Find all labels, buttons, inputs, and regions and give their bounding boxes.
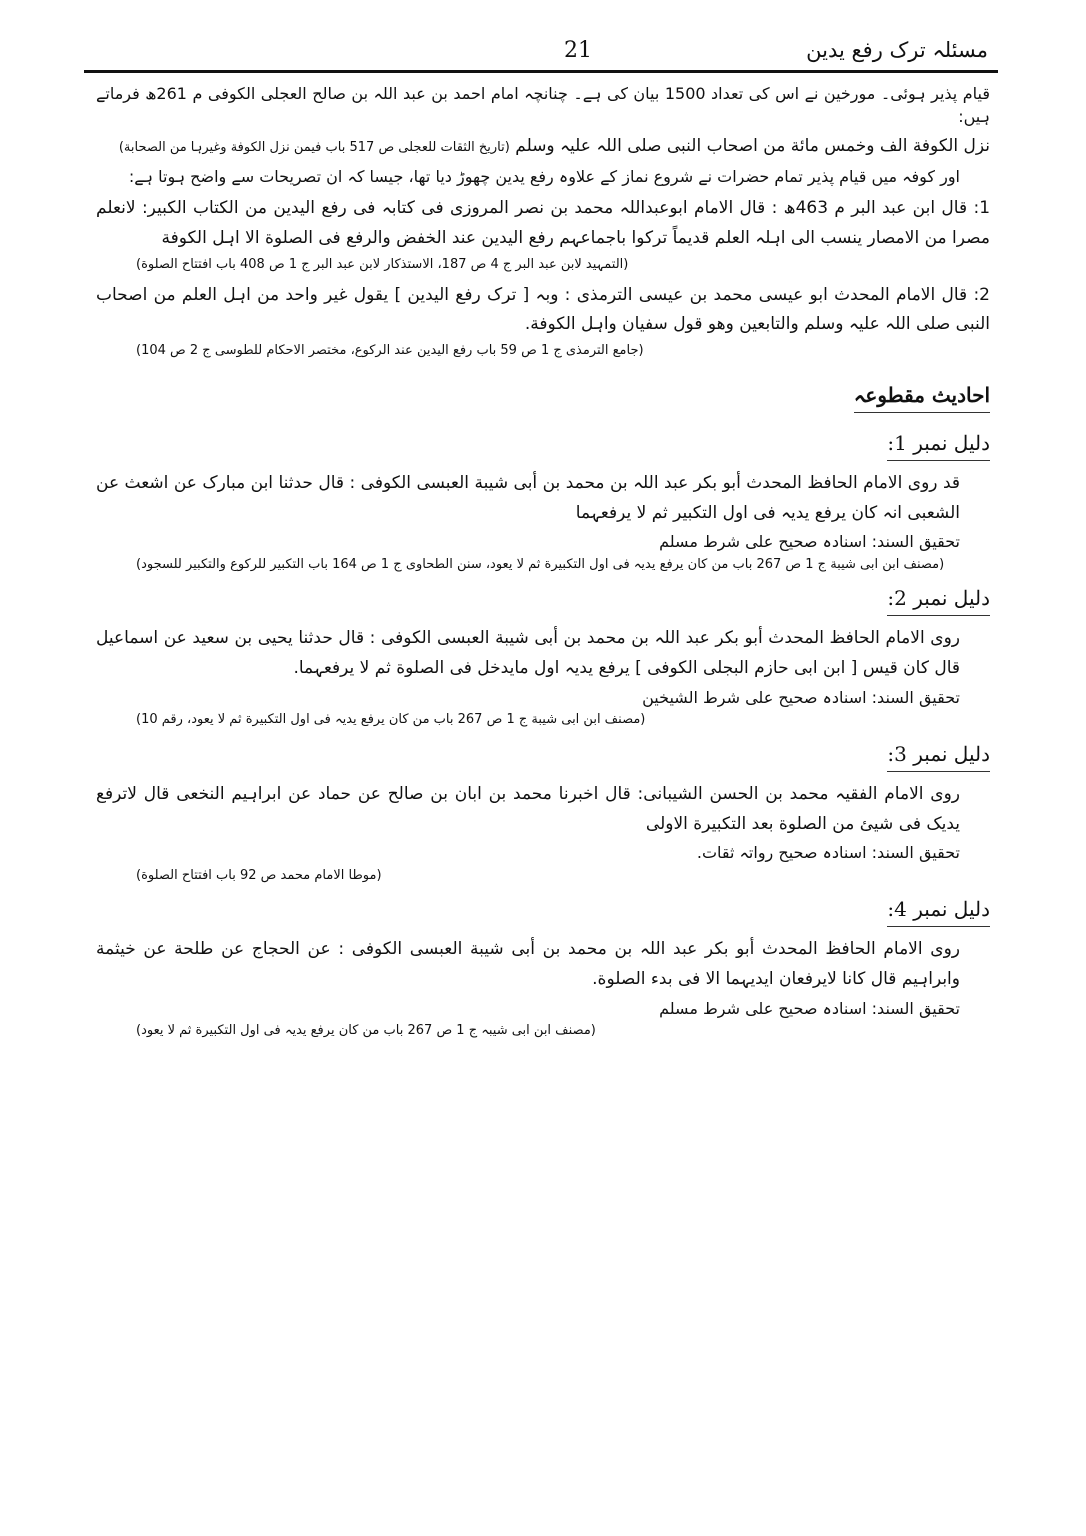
evidence-4-ref: (مصنف ابن ابی شیبہ ج 1 ص 267 باب من کان یرفع یدیہ فی اول التکبیرة ثم لا یعود) (136, 1023, 596, 1039)
intro-quote-text: نزل الکوفة الف وخمس مائة من اصحاب النبی صلی اللہ علیہ وسلم (515, 136, 990, 157)
intro-quote (96, 134, 990, 159)
evidence-4 (96, 885, 990, 1041)
evidence-4-text: روی الامام الحافظ المحدث أبو بکر عبد اللہ بن محمد بن أبی شیبة العبسی الکوفی : عن الحجاج عن طلحة عن خیثمة وابراہیم قال کانا لایرفعان ایدیہما الا فی بدء الصلوة. (96, 939, 960, 990)
evidence-4-heading: دلیل نمبر 4: (887, 895, 990, 927)
quote-1-text: 1: قال ابن عبد البر م 463ھ : قال الامام ابوعبداللہ محمد بن نصر المروزی فی کتابہ فی رفع الیدین من الکتاب الکبیر: لانعلم مصرا من الامصار ینسب الی اہلہ العلم قدیماً ترکوا باجماعہم رفع الیدین عند الخفض والرفع فی الصلوة الا اہل الکوفة (96, 198, 991, 248)
evidence-1 (96, 419, 990, 575)
evidence-4-verification: تحقیق السند: اسنادہ صحیح علی شرط مسلم (659, 998, 960, 1018)
quote-2-text: 2: قال الامام المحدث ابو عیسی محمد بن عیسی الترمذی : وبہ [ ترک رفع الیدین ] یقول غیر واحد من اہل العلم من اصحاب النبی صلی اللہ علیہ وسلم والتابعین وھو قول سفیان واہل الکوفة. (96, 284, 990, 335)
evidence-2-heading: دلیل نمبر 2: (887, 584, 990, 616)
evidence-2-text: روی الامام الحافظ المحدث أبو بکر عبد اللہ بن محمد بن أبی شیبة العبسی الکوفی : قال حدثنا یحیی بن سعید عن اسماعیل قال کان قیس [ ابن ابی حازم البجلی الکوفی ] یرفع یدیہ اول مایدخل فی الصلوة ثم لا یرفعہما. (96, 628, 960, 679)
quote-1 (96, 194, 990, 274)
evidence-3-text: روی الامام الفقیہ محمد بن الحسن الشیبانی: قال اخبرنا محمد بن ابان بن صالح عن حماد عن ابراہیم النخعی قال لاترفع یدیک فی شیئ من الصلوة بعد التکبیرة الاولی (96, 783, 960, 834)
evidence-3-heading: دلیل نمبر 3: (887, 740, 990, 772)
intro-line-1: قیام پذیر ہوئی۔ مورخین نے اس کی تعداد 1500 بیان کی ہے۔ چنانچہ امام احمد بن عبد اللہ بن صالح العجلی الکوفی م 261ھ فرماتے ہیں: (96, 84, 991, 127)
evidence-2 (96, 574, 990, 730)
intro-line-2: اور کوفہ میں قیام پذیر تمام حضرات نے شروع نماز کے علاوہ رفع یدین چھوڑ دیا تھا، جیسا کہ ان تصریحات سے واضح ہوتا ہے: (128, 167, 960, 187)
evidence-3 (96, 730, 990, 886)
page-header (84, 36, 998, 73)
evidence-2-verification: تحقیق السند: اسنادہ صحیح علی شرط الشیخین (642, 687, 960, 707)
evidence-3-verification: تحقیق السند: اسنادہ صحیح رواتہ ثقات. (696, 843, 960, 863)
section-heading: احادیث مقطوعہ (854, 381, 990, 413)
quote-2-ref: (جامع الترمذی ج 1 ص 59 باب رفع الیدین عند الرکوع، مختصر الاحکام للطوسی ج 2 ص 104) (136, 343, 644, 359)
evidence-1-heading: دلیل نمبر 1: (887, 429, 990, 461)
page-number: 21 (564, 38, 592, 63)
intro-quote-ref: (تاریخ الثقات للعجلی ص 517 باب فیمن نزل الکوفة وغیرہا من الصحابة) (118, 140, 510, 156)
quote-2 (96, 281, 990, 361)
page-content (96, 82, 990, 1496)
book-title: مسئلہ ترک رفع یدین (806, 38, 988, 62)
quote-1-ref: (التمہید لابن عبد البر ج 4 ص 187، الاستذکار لابن عبد البر ج 1 ص 408 باب افتتاح الصلوة) (136, 256, 629, 272)
evidence-1-verification: تحقیق السند: اسنادہ صحیح علی شرط مسلم (659, 532, 960, 552)
evidence-1-ref: (مصنف ابن ابی شیبة ج 1 ص 267 باب من کان یرفع یدیہ فی اول التکبیرة ثم لا یعود، سنن الطحاوی ج 1 ص 164 باب التکبیر للرکوع والتکبیر للسجود) (136, 556, 945, 572)
evidence-3-ref: (موطا الامام محمد ص 92 باب افتتاح الصلوة) (136, 867, 382, 883)
evidence-1-text: قد روی الامام الحافظ المحدث أبو بکر عبد اللہ بن محمد بن أبی شیبة العبسی الکوفی : قال حدثنا ابن مبارک عن اشعث عن الشعبی انہ کان یرفع یدیہ فی اول التکبیر ثم لا یرفعہما (96, 472, 960, 523)
evidence-2-ref: (مصنف ابن ابی شیبة ج 1 ص 267 باب من کان یرفع یدیہ فی اول التکبیرة ثم لا یعود، رقم 10) (136, 712, 646, 728)
